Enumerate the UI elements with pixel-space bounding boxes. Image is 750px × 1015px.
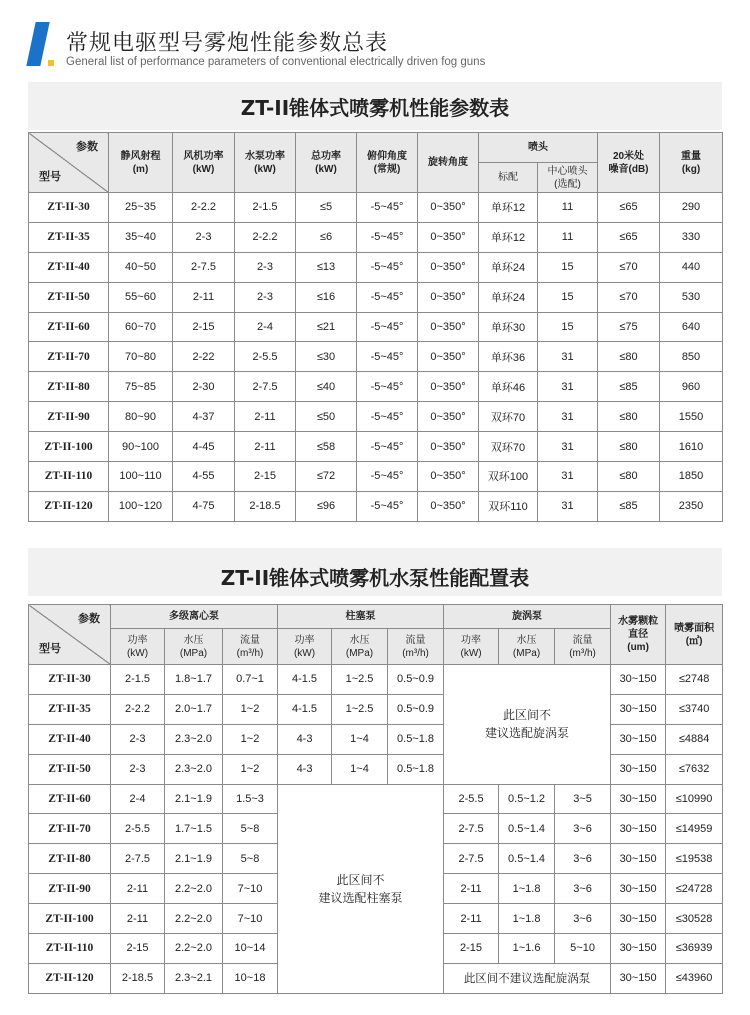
fan-cell: 2-2.2 — [173, 193, 235, 223]
multistage-cell: 2.2~2.0 — [165, 874, 223, 904]
multistage-cell: 2.3~2.1 — [165, 963, 223, 993]
spray-area-cell: ≤7632 — [666, 754, 723, 784]
particle-cell: 30~150 — [611, 754, 666, 784]
particle-cell: 30~150 — [611, 724, 666, 754]
center-cell: 11 — [538, 193, 598, 223]
range-cell: 40~50 — [109, 252, 173, 282]
std-cell: 单环36 — [479, 342, 538, 372]
range-cell: 90~100 — [109, 432, 173, 462]
fan-cell: 2-30 — [173, 372, 235, 402]
pump-cell: 2-15 — [235, 462, 296, 492]
page-header — [0, 0, 750, 80]
rot-cell: 0~350° — [418, 252, 479, 282]
table-row — [29, 222, 723, 252]
table-row — [29, 754, 723, 784]
multistage-cell: 5~8 — [223, 844, 278, 874]
particle-cell: 30~150 — [611, 665, 666, 695]
model-cell: ZT-II-90 — [29, 874, 111, 904]
rot-cell: 0~350° — [418, 372, 479, 402]
weight-cell: 330 — [660, 222, 723, 252]
corner-param-label: 参数 — [78, 613, 100, 625]
weight-cell: 1850 — [660, 462, 723, 492]
noise-cell: ≤85 — [598, 491, 660, 521]
weight-cell: 960 — [660, 372, 723, 402]
vortex-cell: 2-11 — [444, 874, 499, 904]
pump-cell: 2-3 — [235, 282, 296, 312]
pump-cell: 2-2.2 — [235, 222, 296, 252]
std-cell: 单环12 — [479, 193, 538, 223]
vortex-cell: 3~6 — [555, 904, 611, 934]
model-cell: ZT-II-35 — [29, 222, 109, 252]
pump-table-title: ZT-II锥体式喷雾机水泵性能配置表 — [220, 566, 530, 590]
vortex-cell: 0.5~1.4 — [499, 814, 555, 844]
spray-area-cell: ≤3740 — [666, 694, 723, 724]
vortex-cell: 1~1.8 — [499, 904, 555, 934]
subheader-pressure: 水压 (MPa) — [332, 629, 388, 665]
rot-cell: 0~350° — [418, 491, 479, 521]
rot-cell: 0~350° — [418, 462, 479, 492]
model-cell: ZT-II-70 — [29, 342, 109, 372]
vortex-cell: 2-7.5 — [444, 844, 499, 874]
total-cell: ≤13 — [296, 252, 357, 282]
std-cell: 单环30 — [479, 312, 538, 342]
plunger-not-recommended-note: 此区间不 建议选配柱塞泵 — [278, 784, 444, 993]
particle-cell: 30~150 — [611, 814, 666, 844]
fan-cell: 4-55 — [173, 462, 235, 492]
corner-model-label: 型号 — [39, 171, 61, 183]
fan-cell: 4-37 — [173, 402, 235, 432]
std-cell: 双环110 — [479, 491, 538, 521]
multistage-cell: 1.8~1.7 — [165, 665, 223, 695]
noise-cell: ≤70 — [598, 282, 660, 312]
pitch-cell: -5~45° — [357, 372, 418, 402]
header-weight: 重量 (kg) — [660, 133, 723, 193]
performance-table-title: ZT-II锥体式喷雾机性能参数表 — [240, 96, 510, 120]
table-row — [29, 312, 723, 342]
std-cell: 单环46 — [479, 372, 538, 402]
weight-cell: 2350 — [660, 491, 723, 521]
multistage-cell: 2-18.5 — [111, 963, 165, 993]
model-cell: ZT-II-100 — [29, 432, 109, 462]
pitch-cell: -5~45° — [357, 252, 418, 282]
plunger-cell: 1~2.5 — [332, 694, 388, 724]
subheader-flow: 流量 (m³/h) — [223, 629, 278, 665]
weight-cell: 1610 — [660, 432, 723, 462]
weight-cell: 850 — [660, 342, 723, 372]
center-cell: 31 — [538, 432, 598, 462]
header-range: 静风射程 (m) — [109, 133, 173, 193]
noise-cell: ≤80 — [598, 462, 660, 492]
performance-section — [28, 82, 722, 524]
model-cell: ZT-II-35 — [29, 694, 111, 724]
corner-header-cell — [29, 605, 111, 665]
multistage-cell: 2.0~1.7 — [165, 694, 223, 724]
multistage-cell: 10~18 — [223, 963, 278, 993]
pump-config-section — [28, 548, 722, 993]
pitch-cell: -5~45° — [357, 462, 418, 492]
total-cell: ≤58 — [296, 432, 357, 462]
pump-cell: 2-3 — [235, 252, 296, 282]
multistage-cell: 0.7~1 — [223, 665, 278, 695]
noise-cell: ≤80 — [598, 402, 660, 432]
total-cell: ≤50 — [296, 402, 357, 432]
model-cell: ZT-II-50 — [29, 282, 109, 312]
plunger-cell: 4-1.5 — [278, 665, 332, 695]
pump-cell: 2-18.5 — [235, 491, 296, 521]
fan-cell: 2-15 — [173, 312, 235, 342]
particle-cell: 30~150 — [611, 904, 666, 934]
rot-cell: 0~350° — [418, 282, 479, 312]
vortex-cell: 3~5 — [555, 784, 611, 814]
plunger-cell: 0.5~0.9 — [388, 665, 444, 695]
plunger-cell: 1~4 — [332, 724, 388, 754]
noise-cell: ≤75 — [598, 312, 660, 342]
multistage-cell: 5~8 — [223, 814, 278, 844]
multistage-cell: 10~14 — [223, 934, 278, 964]
pitch-cell: -5~45° — [357, 342, 418, 372]
model-cell: ZT-II-120 — [29, 963, 111, 993]
range-cell: 80~90 — [109, 402, 173, 432]
fan-cell: 2-11 — [173, 282, 235, 312]
pump-cell: 2-4 — [235, 312, 296, 342]
model-cell: ZT-II-80 — [29, 844, 111, 874]
multistage-cell: 2-15 — [111, 934, 165, 964]
pump-cell: 2-7.5 — [235, 372, 296, 402]
multistage-cell: 2.1~1.9 — [165, 784, 223, 814]
vortex-cell: 2-15 — [444, 934, 499, 964]
noise-cell: ≤70 — [598, 252, 660, 282]
table-row — [29, 665, 723, 695]
spray-area-cell: ≤4884 — [666, 724, 723, 754]
weight-cell: 530 — [660, 282, 723, 312]
page-subtitle: General list of performance parameters of conventional electrically driven fog guns — [66, 56, 486, 68]
rot-cell: 0~350° — [418, 312, 479, 342]
multistage-cell: 7~10 — [223, 874, 278, 904]
multistage-cell: 1.5~3 — [223, 784, 278, 814]
performance-table — [28, 132, 723, 522]
plunger-cell: 4-3 — [278, 724, 332, 754]
multistage-cell: 2-11 — [111, 874, 165, 904]
pump-config-table — [28, 604, 723, 994]
model-cell: ZT-II-120 — [29, 491, 109, 521]
table-row — [29, 432, 723, 462]
plunger-cell: 4-1.5 — [278, 694, 332, 724]
model-cell: ZT-II-60 — [29, 312, 109, 342]
pump-cell: 2-5.5 — [235, 342, 296, 372]
multistage-cell: 2.2~2.0 — [165, 934, 223, 964]
table-row — [29, 282, 723, 312]
vortex-cell: 1~1.6 — [499, 934, 555, 964]
center-cell: 15 — [538, 282, 598, 312]
multistage-cell: 1~2 — [223, 694, 278, 724]
weight-cell: 440 — [660, 252, 723, 282]
total-cell: ≤72 — [296, 462, 357, 492]
center-cell: 31 — [538, 491, 598, 521]
header-total-power: 总功率 (kW) — [296, 133, 357, 193]
plunger-cell: 0.5~1.8 — [388, 754, 444, 784]
total-cell: ≤40 — [296, 372, 357, 402]
range-cell: 70~80 — [109, 342, 173, 372]
total-cell: ≤6 — [296, 222, 357, 252]
particle-cell: 30~150 — [611, 874, 666, 904]
std-cell: 双环70 — [479, 402, 538, 432]
range-cell: 35~40 — [109, 222, 173, 252]
table-row — [29, 372, 723, 402]
table-row — [29, 694, 723, 724]
model-cell: ZT-II-100 — [29, 904, 111, 934]
range-cell: 60~70 — [109, 312, 173, 342]
multistage-cell: 2.1~1.9 — [165, 844, 223, 874]
header-spray-area: 喷雾面积 (㎡) — [666, 605, 723, 665]
fan-cell: 2-3 — [173, 222, 235, 252]
range-cell: 100~120 — [109, 491, 173, 521]
header-noise: 20米处 噪音(dB) — [598, 133, 660, 193]
accent-bar — [26, 22, 49, 66]
table-row — [29, 252, 723, 282]
noise-cell: ≤65 — [598, 193, 660, 223]
center-cell: 31 — [538, 372, 598, 402]
multistage-cell: 2.2~2.0 — [165, 904, 223, 934]
noise-cell: ≤80 — [598, 342, 660, 372]
noise-cell: ≤85 — [598, 372, 660, 402]
subheader-power: 功率 (kW) — [278, 629, 332, 665]
table-row — [29, 724, 723, 754]
header-pump-power: 水泵功率 (kW) — [235, 133, 296, 193]
vortex-not-recommended-note: 此区间不 建议选配旋涡泵 — [444, 665, 611, 785]
multistage-cell: 2-3 — [111, 754, 165, 784]
noise-cell: ≤65 — [598, 222, 660, 252]
pitch-cell: -5~45° — [357, 222, 418, 252]
rot-cell: 0~350° — [418, 432, 479, 462]
std-cell: 单环12 — [479, 222, 538, 252]
plunger-cell: 0.5~0.9 — [388, 694, 444, 724]
spray-area-cell: ≤2748 — [666, 665, 723, 695]
range-cell: 55~60 — [109, 282, 173, 312]
vortex-cell: 1~1.8 — [499, 874, 555, 904]
spray-area-cell: ≤14959 — [666, 814, 723, 844]
header-fan-power: 风机功率 (kW) — [173, 133, 235, 193]
rot-cell: 0~350° — [418, 193, 479, 223]
model-cell: ZT-II-60 — [29, 784, 111, 814]
accent-dot — [48, 60, 54, 66]
header-nozzle-std: 标配 — [479, 163, 538, 193]
multistage-cell: 1~2 — [223, 724, 278, 754]
particle-cell: 30~150 — [611, 784, 666, 814]
vortex-cell: 2-11 — [444, 904, 499, 934]
vortex-cell: 0.5~1.2 — [499, 784, 555, 814]
header-multistage-pump: 多级离心泵 — [111, 605, 278, 629]
particle-cell: 30~150 — [611, 844, 666, 874]
model-cell: ZT-II-30 — [29, 193, 109, 223]
fan-cell: 4-75 — [173, 491, 235, 521]
center-cell: 31 — [538, 462, 598, 492]
page-title: 常规电驱型号雾炮性能参数总表 — [66, 31, 389, 56]
header-nozzle-center: 中心喷头 (选配) — [538, 163, 598, 193]
center-cell: 15 — [538, 252, 598, 282]
vortex-cell: 2-5.5 — [444, 784, 499, 814]
model-cell: ZT-II-40 — [29, 724, 111, 754]
pump-cell: 2-1.5 — [235, 193, 296, 223]
table-row — [29, 193, 723, 223]
corner-param-label: 参数 — [76, 141, 98, 153]
subheader-power: 功率 (kW) — [444, 629, 499, 665]
range-cell: 25~35 — [109, 193, 173, 223]
pitch-cell: -5~45° — [357, 193, 418, 223]
pitch-cell: -5~45° — [357, 282, 418, 312]
model-cell: ZT-II-30 — [29, 665, 111, 695]
model-cell: ZT-II-70 — [29, 814, 111, 844]
std-cell: 单环24 — [479, 252, 538, 282]
vortex-cell: 0.5~1.4 — [499, 844, 555, 874]
particle-cell: 30~150 — [611, 963, 666, 993]
model-cell: ZT-II-80 — [29, 372, 109, 402]
header-nozzle: 喷头 — [479, 133, 598, 163]
table-row — [29, 462, 723, 492]
header-particle-diameter: 水雾颗粒 直径 (um) — [611, 605, 666, 665]
noise-cell: ≤80 — [598, 432, 660, 462]
multistage-cell: 2.3~2.0 — [165, 754, 223, 784]
multistage-cell: 1.7~1.5 — [165, 814, 223, 844]
vortex-cell: 5~10 — [555, 934, 611, 964]
subheader-power: 功率 (kW) — [111, 629, 165, 665]
multistage-cell: 7~10 — [223, 904, 278, 934]
pitch-cell: -5~45° — [357, 312, 418, 342]
subheader-flow: 流量 (m³/h) — [388, 629, 444, 665]
multistage-cell: 2-1.5 — [111, 665, 165, 695]
table-row — [29, 402, 723, 432]
pitch-cell: -5~45° — [357, 491, 418, 521]
spray-area-cell: ≤43960 — [666, 963, 723, 993]
std-cell: 单环24 — [479, 282, 538, 312]
plunger-cell: 1~2.5 — [332, 665, 388, 695]
vortex-cell: 2-7.5 — [444, 814, 499, 844]
spray-area-cell: ≤36939 — [666, 934, 723, 964]
total-cell: ≤16 — [296, 282, 357, 312]
rot-cell: 0~350° — [418, 342, 479, 372]
vortex-not-recommended-note: 此区间不建议选配旋涡泵 — [444, 963, 611, 993]
model-cell: ZT-II-90 — [29, 402, 109, 432]
model-cell: ZT-II-40 — [29, 252, 109, 282]
fan-cell: 2-22 — [173, 342, 235, 372]
spray-area-cell: ≤10990 — [666, 784, 723, 814]
model-cell: ZT-II-110 — [29, 934, 111, 964]
pump-cell: 2-11 — [235, 402, 296, 432]
particle-cell: 30~150 — [611, 934, 666, 964]
corner-model-label: 型号 — [39, 643, 61, 655]
multistage-cell: 2.3~2.0 — [165, 724, 223, 754]
weight-cell: 640 — [660, 312, 723, 342]
header-plunger-pump: 柱塞泵 — [278, 605, 444, 629]
rot-cell: 0~350° — [418, 222, 479, 252]
plunger-cell: 0.5~1.8 — [388, 724, 444, 754]
model-cell: ZT-II-110 — [29, 462, 109, 492]
multistage-cell: 1~2 — [223, 754, 278, 784]
vortex-cell: 3~6 — [555, 844, 611, 874]
table-row — [29, 342, 723, 372]
particle-cell: 30~150 — [611, 694, 666, 724]
header-vortex-pump: 旋涡泵 — [444, 605, 611, 629]
model-cell: ZT-II-50 — [29, 754, 111, 784]
fan-cell: 4-45 — [173, 432, 235, 462]
center-cell: 11 — [538, 222, 598, 252]
spray-area-cell: ≤19538 — [666, 844, 723, 874]
table-row — [29, 491, 723, 521]
vortex-cell: 3~6 — [555, 814, 611, 844]
plunger-cell: 4-3 — [278, 754, 332, 784]
multistage-cell: 2-5.5 — [111, 814, 165, 844]
multistage-cell: 2-4 — [111, 784, 165, 814]
pitch-cell: -5~45° — [357, 402, 418, 432]
fan-cell: 2-7.5 — [173, 252, 235, 282]
pump-cell: 2-11 — [235, 432, 296, 462]
std-cell: 双环100 — [479, 462, 538, 492]
spray-area-cell: ≤24728 — [666, 874, 723, 904]
corner-header-cell — [29, 133, 109, 193]
multistage-cell: 2-11 — [111, 904, 165, 934]
spray-area-cell: ≤30528 — [666, 904, 723, 934]
std-cell: 双环70 — [479, 432, 538, 462]
subheader-pressure: 水压 (MPa) — [499, 629, 555, 665]
center-cell: 31 — [538, 342, 598, 372]
multistage-cell: 2-7.5 — [111, 844, 165, 874]
total-cell: ≤30 — [296, 342, 357, 372]
center-cell: 31 — [538, 402, 598, 432]
total-cell: ≤21 — [296, 312, 357, 342]
total-cell: ≤5 — [296, 193, 357, 223]
plunger-cell: 1~4 — [332, 754, 388, 784]
weight-cell: 290 — [660, 193, 723, 223]
table-row — [29, 784, 723, 814]
vortex-cell: 3~6 — [555, 874, 611, 904]
header-pitch: 俯仰角度 (常规) — [357, 133, 418, 193]
total-cell: ≤96 — [296, 491, 357, 521]
range-cell: 100~110 — [109, 462, 173, 492]
multistage-cell: 2-3 — [111, 724, 165, 754]
subheader-flow: 流量 (m³/h) — [555, 629, 611, 665]
multistage-cell: 2-2.2 — [111, 694, 165, 724]
pitch-cell: -5~45° — [357, 432, 418, 462]
subheader-pressure: 水压 (MPa) — [165, 629, 223, 665]
range-cell: 75~85 — [109, 372, 173, 402]
rot-cell: 0~350° — [418, 402, 479, 432]
header-rotation: 旋转角度 — [418, 133, 479, 193]
center-cell: 15 — [538, 312, 598, 342]
weight-cell: 1550 — [660, 402, 723, 432]
